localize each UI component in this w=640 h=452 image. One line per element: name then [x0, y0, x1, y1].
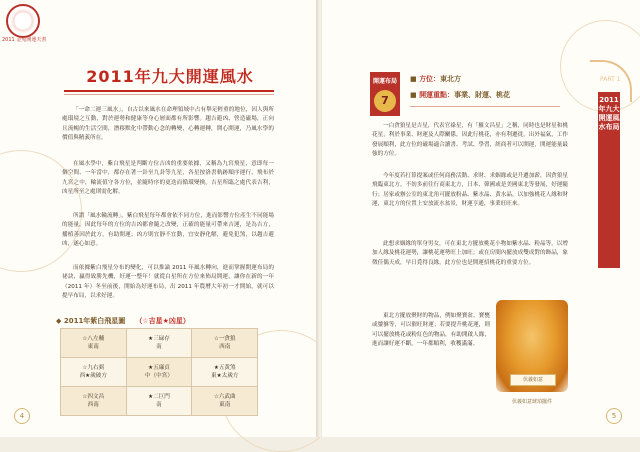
grid-cell: [61, 329, 127, 358]
paragraph-side-note: 東北方擺放聚財的物品，例如聚寶盆、寶甕或貔貅等，可以催旺財運；若要提升桃花運，則可以擺放桃花或粉紅色的物品，有助開啟人緣，進而讓好運不斷，一年都順利，收穫滿滿。: [372, 313, 490, 348]
grid-star: ☆九右弼: [82, 365, 105, 371]
photo-nameplate: 伏羲如意: [510, 374, 556, 386]
info-value: 事業、財運、桃花: [454, 91, 511, 99]
grid-direction: 南: [156, 344, 162, 350]
grid-star: ★三碌存: [148, 336, 170, 342]
chapter-tab: [598, 92, 620, 268]
grid-cell: [192, 387, 258, 416]
grid-star: ☆四文昌: [82, 394, 105, 400]
grid-direction: 西南: [219, 344, 231, 350]
grid-star: ★五廉貞: [148, 365, 170, 371]
grid-direction: 東南: [87, 344, 99, 350]
page-number-left: 4: [14, 408, 30, 424]
chart-heading-text: 2011年紫白飛星圖: [63, 317, 126, 325]
badge-number: 7: [374, 90, 396, 112]
chart-legend: （☆吉星★凶星）: [135, 317, 190, 325]
chart-heading: ◆ 2011年紫白飛星圖 （☆吉星★凶星）: [56, 317, 190, 325]
grid-cell: [192, 329, 258, 358]
info-label: 開運重點：: [419, 91, 455, 99]
grid-cell: [126, 358, 192, 387]
paragraph-2011-layout: 而依據紫白飛星分布的變化，可以推論 2011 年風水轉向，進而掌握開運布局的祕訣，贏得致勝先機，好運一整年！就從白星所在方位來佈局開運，讓你在新的一年（2011 年）冬至前後，開始為好運布局，出 2011 年農曆大年初一才開始，就可以提早布局，以求好運。: [62, 265, 274, 300]
grid-star: ☆八左輔: [82, 336, 105, 342]
grid-cell: [192, 358, 258, 387]
left-page: [0, 0, 318, 437]
paragraph-rotation: 所謂「風水輪流轉」，紫白飛星每年都會依不同方位，進而影響方位產生不同能場的能量。因此每年的方位的吉凶都會隨之改變，正確的能量可帶來吉運，是為吉方，播植善因於此方，有助開運；凶方則宜靜不宜動，宜安靜化解，避免犯煞，以趨吉避凶，遂心如意。: [62, 213, 274, 248]
chapter-tab-title: 2011年九大開運風水布局: [598, 96, 620, 131]
grid-direction: 東★太歲方: [211, 373, 239, 379]
info-label: 方位：: [419, 75, 441, 83]
book-logo-text: 2011 金兔開運天書: [2, 37, 47, 43]
grid-direction: 南: [156, 402, 162, 408]
grid-star: ☆一貪狼: [213, 336, 236, 342]
grid-direction: 東南: [219, 402, 231, 408]
info-value: 東北方: [440, 75, 462, 83]
chapter-part-label: PART 1: [600, 76, 621, 83]
grid-cell: [61, 358, 127, 387]
grid-cell: [61, 387, 127, 416]
info-focus: ■ 開運重點：事業、財運、桃花: [410, 91, 511, 99]
paragraph-northeast-placement: 今年度若打算提案或任何商務活動、求財、求姻緣或是升遷加薪，因貪狼星飛臨東北方，不妨多前往行商東北方，日本、韓國或是美國東北等發展，好運隨行；居家或辦公室的東北角可擺放粉晶、紫水晶、黃水晶，以加強桃花人緣和財運，東北方的位置上安放流水盆景，財運亨通，事業旺旺來。: [372, 173, 568, 208]
title-rule: [64, 90, 274, 92]
grid-cell: [126, 387, 192, 416]
grid-direction: 西★歲破方: [79, 373, 107, 379]
grid-cell: [126, 329, 192, 358]
book-logo-icon: [6, 4, 40, 38]
grid-star: ★五黃煞: [213, 365, 236, 371]
flying-star-grid: [60, 328, 258, 416]
badge-label: 開運布局: [372, 78, 397, 85]
grid-direction: 西南: [87, 402, 99, 408]
paragraph-intro: 「一命二運三風水」，自古以來風水在命理領域中占有舉足輕重的地位，因人與所處環境之互動，對於運勢和健康等身心層面都有所影響。趨吉避凶、營造磁場，正向且流暢的生活空間，潛移默化中帶動心念的轉變，心轉運轉，開心開運，乃風水學的價值與精義所在。: [62, 107, 274, 142]
page-title: 2011年九大開運風水: [86, 67, 254, 86]
paragraph-greedy-wolf-star: 一白貪狼星是吉星，代表官祿星，有「羅文昌星」之稱，同時也是財星和桃花星，利於事業、財運及人際關係，因此行桃花，亦有利遷徙。出外福氣，工作發展順利，此方位的磁場適合讀書、考試、學習，經商者可以開運，開運能量最強的方位。: [372, 123, 568, 158]
info-rule: [410, 106, 560, 107]
paragraph-romance: 此想求姻緣的單身男女，可在東北方擺放桃花小物如紫水晶、粉晶等，以增加人緣及桃花運勢，讓桃花運勢旺上加旺；或在房間內擺放成雙成對的飾品，象徵佳偶天成，早日覓得良緣，此方位也是開運招桃花的重要方位。: [372, 241, 568, 266]
grid-direction: 中（中宮）: [144, 373, 173, 379]
grid-star: ☆六武曲: [213, 394, 236, 400]
layout-badge: [370, 72, 400, 116]
info-direction: ■ 方位：東北方: [410, 75, 462, 83]
title-rule-thin: [64, 94, 274, 95]
paragraph-flying-stars: 在風水學中，紫白飛星是判斷方位吉凶的重要依據，又稱為九宮飛星，意即每一個空間、一年當中，都存在著一卦至九卦等九星，各星按洛書軌跡順序運行，飛布於九宮之中，輪流值守各方位，並隨時序的更迭而循環變換。吉星所臨之處代表吉利，凶星所至之處則需化解。: [62, 161, 274, 196]
grid-star: ★二巨門: [148, 394, 170, 400]
photo-caption: 伏羲如意琥珀擺件: [511, 399, 552, 405]
page-number-right: 5: [606, 408, 622, 424]
